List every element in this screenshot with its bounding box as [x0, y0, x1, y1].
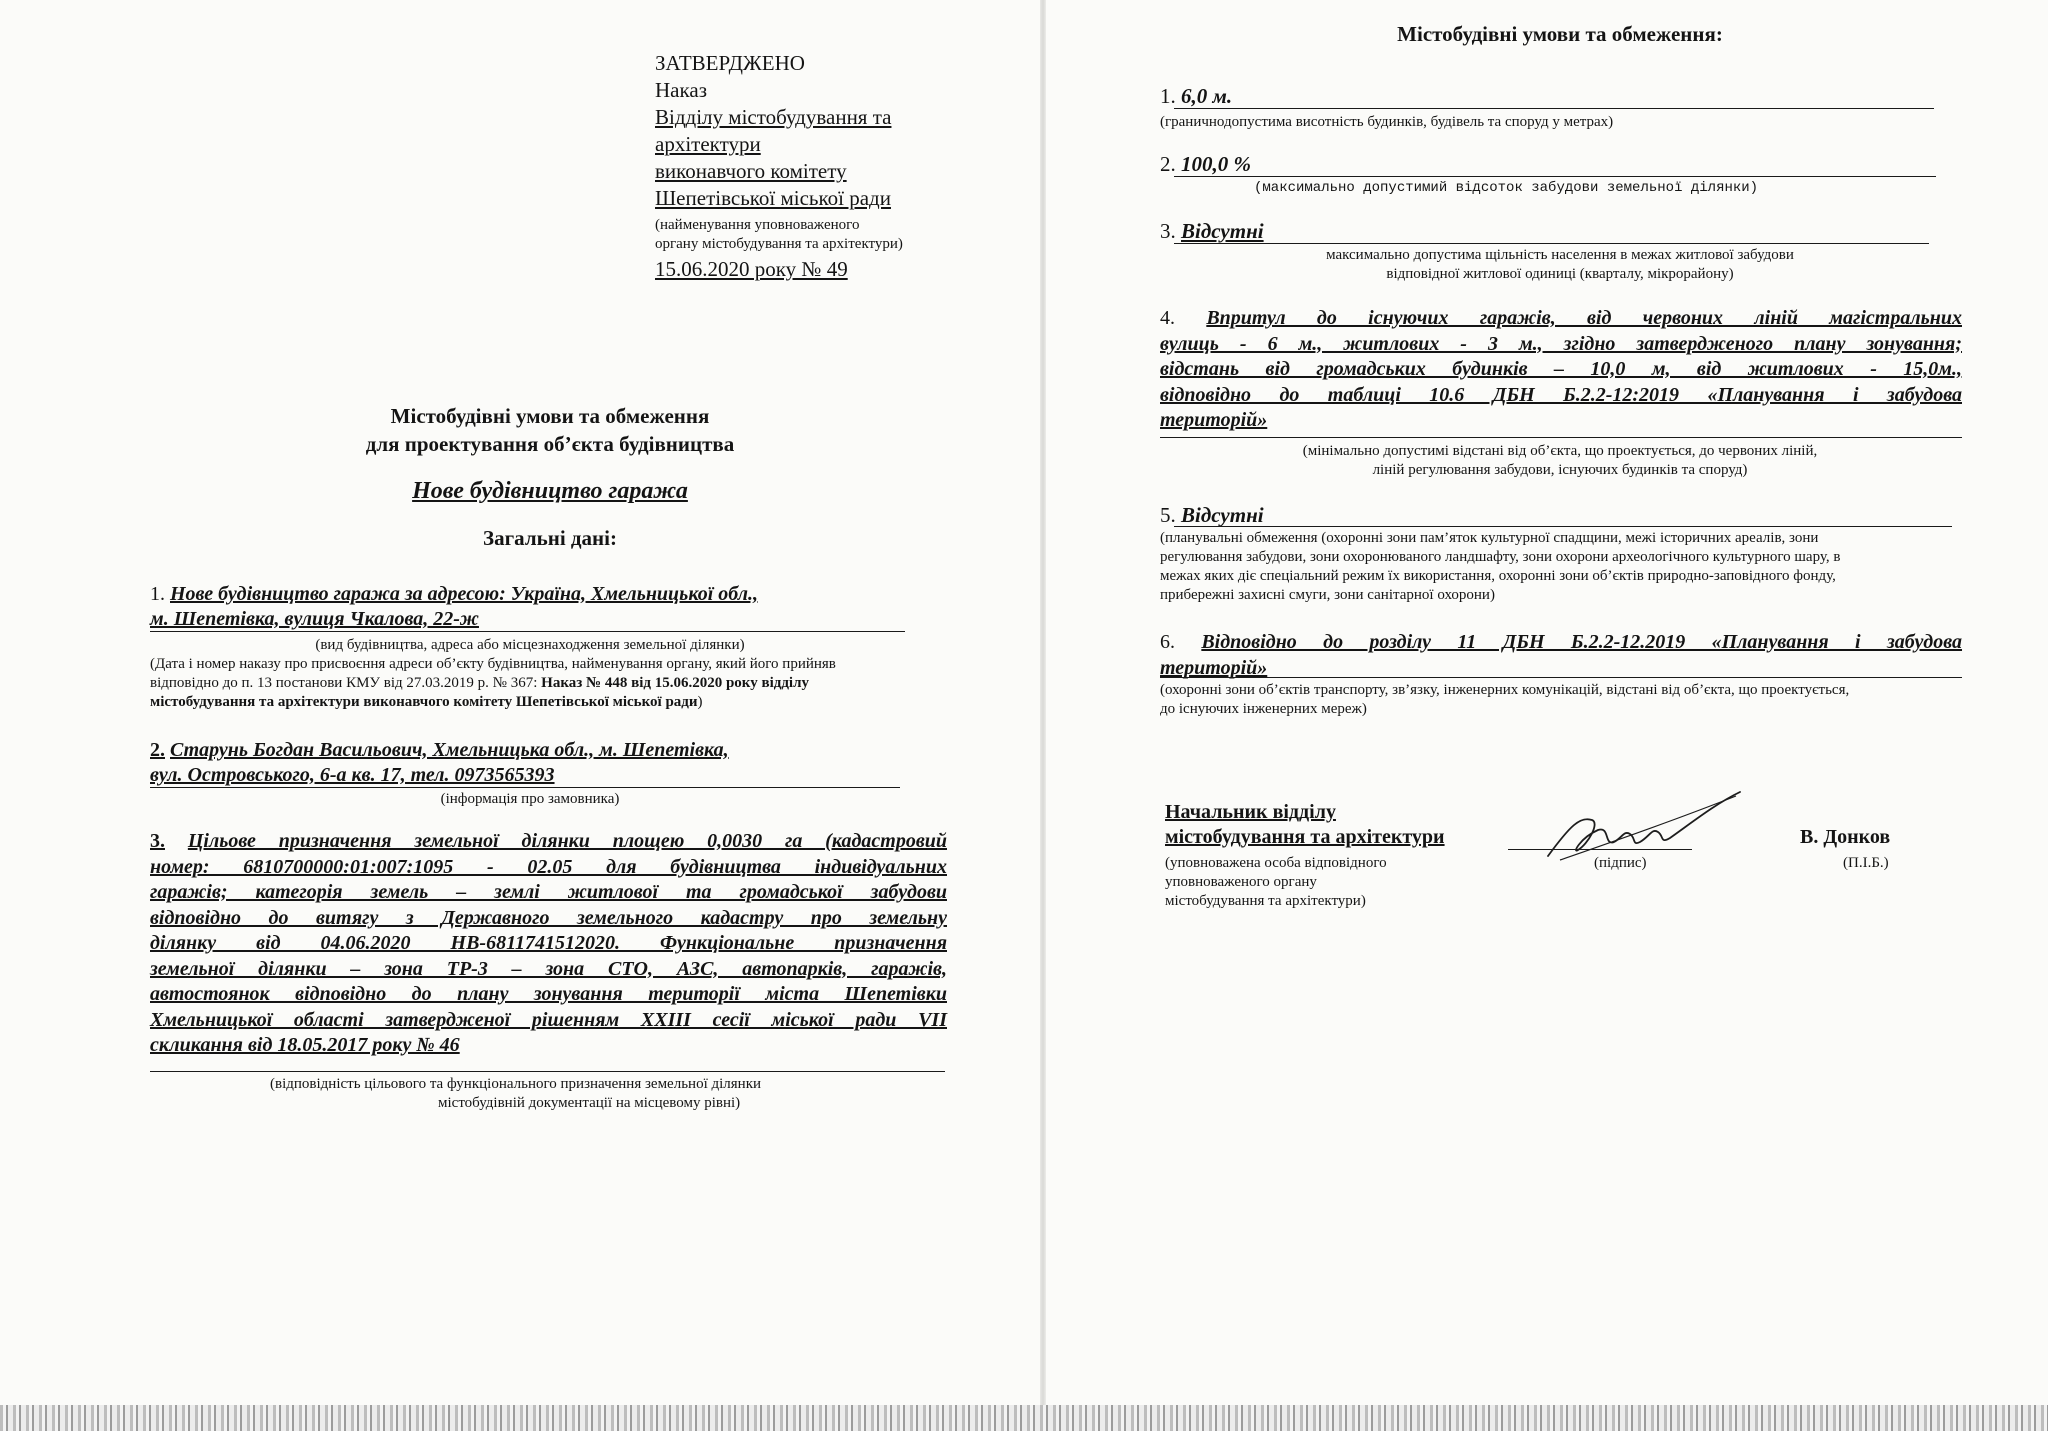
general-item-2 — [150, 738, 910, 788]
caption-line: межах яких діє спеціальний режим їх використання, охоронні зони об’єктів природно-заповідного фонду, — [1160, 568, 1836, 584]
item-text-line: вул. Островського, 6-а кв. 17, тел. 0973565393 — [150, 764, 555, 786]
underline — [150, 787, 900, 788]
condition-line: вулиць - 6 м., житлових - 3 м., згідно затвердженого плану зонування; — [1160, 332, 1962, 355]
underline — [1160, 677, 1962, 678]
signatory-position-caption — [1165, 854, 1387, 911]
condition-1 — [1160, 84, 1232, 109]
condition-value: Відсутні — [1181, 219, 1264, 243]
condition-line: відповідно до таблиці 10.6 ДБН Б.2.2-12:2019 «Планування і забудова — [1160, 383, 1962, 406]
approval-body-line: Шепетівської міської ради — [655, 186, 891, 210]
condition-5 — [1160, 503, 1264, 528]
underline — [1174, 108, 1934, 109]
underline — [1174, 243, 1929, 244]
document-title-line: для проектування об’єкта будівництва — [365, 432, 735, 456]
item-text-line: Нове будівництво гаража за адресою: Україна, Хмельницької обл., — [170, 583, 758, 605]
caption-line: максимально допустима щільність населення в межах житлової забудови — [1326, 247, 1794, 263]
caption-line: містобудування та архітектури) — [1165, 893, 1366, 909]
approval-body-line: архітектури — [655, 132, 761, 156]
item-number: 3. — [150, 830, 165, 852]
caption-line: регулювання забудови, зони охоронюваного ландшафту, зони охорони археологічного культурного шару, в — [1160, 549, 1841, 565]
item-number: 2. — [1160, 152, 1176, 176]
note-bold: Наказ № 448 від 15.06.2020 року відділу — [541, 675, 809, 691]
approval-note — [655, 216, 903, 254]
underline — [1174, 176, 1936, 177]
item-text-line: Хмельницької області затвердженої рішенням XXIII сесії міської ради VII — [150, 1008, 947, 1031]
approval-body-line: Відділу містобудування та — [655, 105, 892, 129]
item-text-line: ділянку від 04.06.2020 НВ-6811741512020. Функціональне призначення — [150, 932, 947, 954]
item-caption: (інформація про замовника) — [440, 791, 620, 807]
document-title — [150, 402, 950, 458]
caption-line: прибережні захисні смуги, зони санітарної охорони) — [1160, 587, 1495, 603]
name-caption: (П.І.Б.) — [1843, 855, 1889, 871]
caption-line: (уповноважена особа відповідного — [1165, 855, 1387, 871]
item-number: 6. — [1160, 631, 1175, 653]
item-text-line: номер: 6810700000:01:007:1095 - 02.05 для будівництва індивідуальних — [150, 855, 947, 878]
scan-edge — [0, 1405, 2048, 1431]
caption-line: (планувальні обмеження (охоронні зони пам’яток культурної спадщини, межі історичних ареалів, зони — [1160, 530, 1819, 546]
document-title-line: Містобудівні умови та обмеження — [390, 404, 710, 428]
item-text-line: гаражів; категорія земель – землі житлової та громадської забудови — [150, 881, 947, 903]
note-bold: містобудування та архітектури виконавчого комітету Шепетівської міської ради — [150, 694, 698, 710]
caption-line: (мінімально допустимі відстані від об’єкта, що проектується, до червоних ліній, — [1302, 443, 1818, 459]
condition-caption: (максимально допустимий відсоток забудови земельної ділянки) — [1254, 180, 1759, 196]
approval-date-number: 15.06.2020 року № 49 — [655, 257, 848, 281]
item-text-line: відповідно до витягу з Державного земельного кадастру про земельну — [150, 906, 947, 929]
condition-caption — [1160, 529, 1960, 605]
general-item-1 — [150, 582, 910, 632]
condition-4 — [1160, 306, 1962, 434]
position-line: містобудування та архітектури — [1165, 826, 1445, 848]
caption-line: містобудівній документації на місцевому рівні) — [438, 1095, 741, 1111]
condition-2 — [1160, 152, 1251, 177]
condition-6 — [1160, 630, 1962, 681]
condition-caption: (граничнодопустима висотність будинків, будівель та споруд у метрах) — [1160, 114, 1614, 130]
signatory-name: В. Донков — [1800, 826, 1891, 848]
condition-line: відстань від громадських будинків – 10,0 м, від житлових - 15,0м., — [1160, 358, 1962, 380]
underline — [1160, 437, 1962, 438]
signatory-position — [1165, 800, 1445, 850]
approval-note-line: (найменування уповноваженого — [655, 217, 860, 233]
item-number: 3. — [1160, 219, 1176, 243]
caption-line: ліній регулювання забудови, існуючих будинків та споруд) — [1372, 462, 1748, 478]
approval-note-line: органу містобудування та архітектури) — [655, 236, 903, 252]
item-number: 1. — [1160, 84, 1176, 108]
item-text-line: скликання від 18.05.2017 року № 46 — [150, 1034, 460, 1056]
underline — [150, 631, 905, 632]
item-3-caption — [150, 1075, 947, 1113]
caption-line: (охоронні зони об’єктів транспорту, зв’язку, інженерних комунікацій, відстані від об’єкта, що проектується, — [1160, 682, 1850, 698]
approval-heading: ЗАТВЕРДЖЕНО — [655, 51, 805, 75]
item-caption: (вид будівництва, адреса або місцезнаходження земельної ділянки) — [315, 637, 745, 653]
condition-value: Відсутні — [1181, 503, 1264, 527]
condition-caption — [1160, 442, 1960, 480]
caption-line: (відповідність цільового та функціонального призначення земельної ділянки — [270, 1076, 762, 1092]
condition-line: Впритул до існуючих гаражів, від червоних ліній магістральних — [1206, 307, 1962, 329]
underline — [150, 1071, 945, 1072]
signature-caption: (підпис) — [1594, 855, 1647, 871]
item-text-line: м. Шепетівка, вулиця Чкалова, 22-ж — [150, 608, 479, 630]
condition-line: територій» — [1160, 409, 1268, 431]
note-line: (Дата і номер наказу про присвоєння адреси об’єкту будівництва, найменування органу, який його прийняв — [150, 656, 836, 672]
condition-3 — [1160, 219, 1264, 244]
caption-line: відповідної житлової одиниці (кварталу, мікрорайону) — [1386, 266, 1734, 282]
note-end: ) — [697, 694, 703, 710]
condition-caption — [1160, 246, 1960, 284]
item-number: 2. — [150, 739, 165, 761]
item-text-line: земельної ділянки – зона ТР-3 – зона СТО, АЗС, автопарків, гаражів, — [150, 957, 947, 980]
approval-block — [655, 50, 903, 283]
item-number: 1. — [150, 583, 165, 605]
condition-caption — [1160, 681, 1970, 719]
handwritten-signature — [1540, 786, 1750, 864]
object-name: Нове будівництво гаража — [412, 478, 688, 504]
note-line: відповідно до п. 13 постанови КМУ від 27.03.2019 р. № 367: — [150, 675, 542, 691]
condition-line: територій» — [1160, 656, 1268, 679]
condition-value: 6,0 м. — [1181, 84, 1233, 108]
item-text-line: Старунь Богдан Васильович, Хмельницька обл., м. Шепетівка, — [170, 739, 729, 761]
underline — [1174, 526, 1952, 527]
item-1-note — [150, 655, 950, 712]
conditions-title: Містобудівні умови та обмеження: — [1397, 22, 1723, 46]
condition-value: 100,0 % — [1181, 152, 1251, 176]
item-number: 5. — [1160, 503, 1176, 527]
condition-line: Відповідно до розділу 11 ДБН Б.2.2-12.2019 «Планування і забудова — [1201, 631, 1963, 653]
approval-order-word: Наказ — [655, 78, 707, 102]
caption-line: до існуючих інженерних мереж) — [1160, 701, 1367, 717]
general-heading: Загальні дані: — [483, 526, 617, 550]
position-line: Начальник відділу — [1165, 801, 1336, 823]
item-text-line: Цільове призначення земельної ділянки площею 0,0030 га (кадастровий — [187, 830, 948, 852]
item-number: 4. — [1160, 307, 1175, 329]
general-item-3 — [150, 829, 947, 1059]
item-text-line: автостоянок відповідно до плану зонування території міста Шепетівки — [150, 983, 947, 1005]
approval-body-line: виконавчого комітету — [655, 159, 847, 183]
caption-line: уповноваженого органу — [1165, 874, 1317, 890]
